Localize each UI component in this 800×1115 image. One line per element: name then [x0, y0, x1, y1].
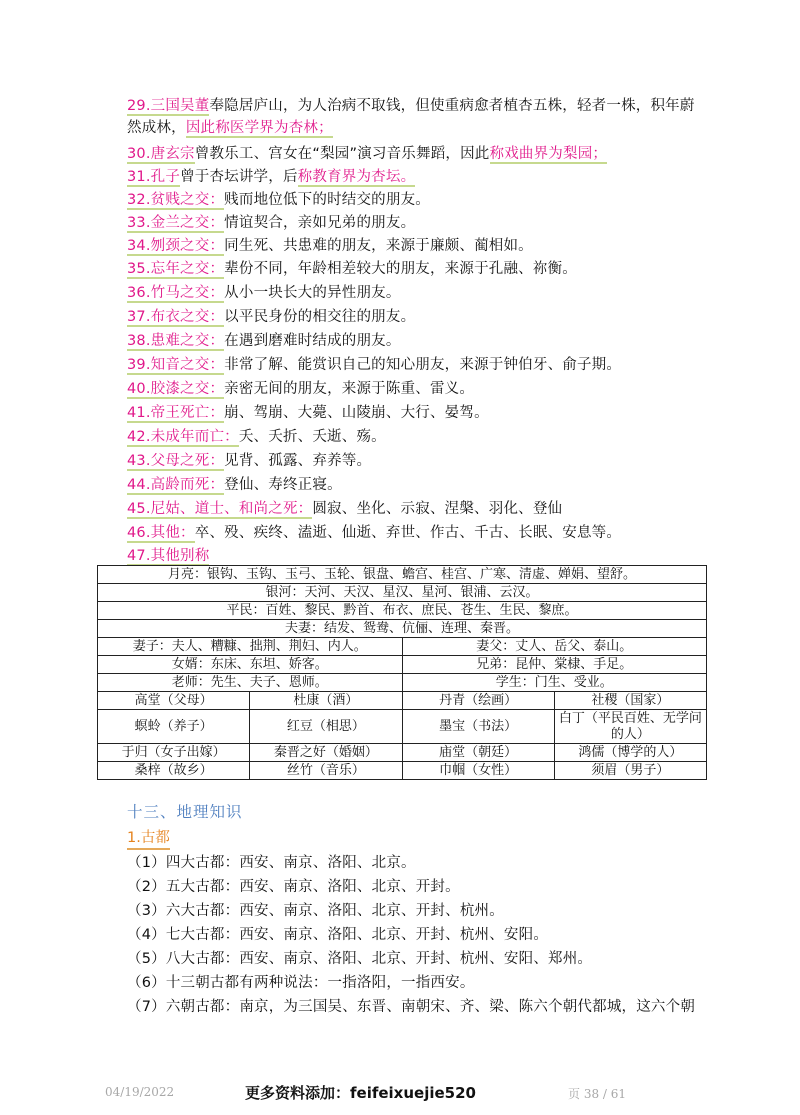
item-46-text: 卒、殁、疾终、溘逝、仙逝、弃世、作古、千古、长眠、安息等。: [194, 525, 622, 541]
item-31-conclusion: 称教育界为杏坛。: [297, 169, 416, 185]
table-row: [98, 584, 707, 602]
item-36-text: 从小一块长大的异性朋友。: [224, 285, 401, 301]
geo-line-2: （2）五大古都：西安、南京、洛阳、北京、开封。: [127, 879, 460, 895]
item-45-text: 圆寂、坐化、示寂、涅槃、羽化、登仙: [312, 501, 563, 517]
item-44-text: 登仙、寿终正寝。: [224, 477, 342, 493]
table-cell: 女婿：东床、东坦、娇客。: [98, 656, 403, 674]
item-40: [127, 378, 717, 400]
table-cell: 银河：天河、天汉、星汉、星河、银浦、云汉。: [98, 584, 707, 602]
table-cell: 高堂（父母）: [98, 692, 250, 710]
table-cell: 秦晋之好（婚姻）: [250, 744, 402, 762]
item-43: [127, 450, 717, 472]
item-39-term: 39.知音之交：: [127, 357, 225, 373]
table-cell: 学生：门生、受业。: [402, 674, 707, 692]
item-31-term: 31.孔子: [127, 169, 181, 185]
item-29-term: 29.三国吴董: [127, 98, 210, 114]
table-cell: 平民：百姓、黎民、黔首、布衣、庶民、苍生、生民、黎庶。: [98, 602, 707, 620]
item-29-conclusion: 因此称医学界为杏林；: [185, 120, 333, 136]
item-31-text: 曾于杏坛讲学，后: [180, 169, 298, 185]
table-cell: 丹青（绘画）: [402, 692, 554, 710]
footer-more-info: 更多资料添加：feifeixuejie520: [245, 1084, 476, 1102]
table-cell: 墨宝（书法）: [402, 710, 554, 744]
item-34-term: 34.刎颈之交：: [127, 238, 225, 254]
item-37: [127, 306, 717, 328]
table-cell: 妻子：夫人、糟糠、拙荆、荆妇、内人。: [98, 638, 403, 656]
item-33-term: 33.金兰之交：: [127, 215, 225, 231]
item-37-text: 以平民身份的相交往的朋友。: [224, 309, 416, 325]
item-30-conclusion: 称戏曲界为梨园；: [489, 146, 608, 162]
table-cell: 白丁（平民百姓、无学问的人）: [554, 710, 706, 744]
table-cell: 须眉（男子）: [554, 762, 706, 780]
table-cell: 庙堂（朝廷）: [402, 744, 554, 762]
table-cell: 兄弟：昆仲、棠棣、手足。: [402, 656, 707, 674]
item-30: [127, 143, 717, 165]
table-cell: 红豆（相思）: [250, 710, 402, 744]
table-cell: 桑梓（故乡）: [98, 762, 250, 780]
geo-line-7: （7）六朝古都：南京，为三国吴、东晋、南朝宋、齐、梁、陈六个朝代都城，这六个朝: [127, 999, 696, 1015]
table-cell: 老师：先生、夫子、恩师。: [98, 674, 403, 692]
item-30-text: 曾教乐工、宫女在“梨园”演习音乐舞蹈，因此: [194, 146, 490, 162]
table-cell: 社稷（国家）: [554, 692, 706, 710]
table-row: [98, 710, 707, 744]
item-30-term: 30.唐玄宗: [127, 146, 195, 162]
item-41: [127, 402, 717, 424]
table-cell: 妻父：丈人、岳父、泰山。: [402, 638, 707, 656]
item-34-text: 同生死、共患难的朋友，来源于廉颇、蔺相如。: [224, 238, 533, 254]
table-cell: 螟蛉（养子）: [98, 710, 250, 744]
item-29-text: 奉隐居庐山，为人治病不取钱，但使重病愈者植杏五株，轻者一株，积年蔚然成林，: [127, 98, 695, 136]
item-29: [127, 95, 707, 139]
table-row: [98, 638, 707, 656]
item-35-text: 辈份不同，年龄相差较大的朋友，来源于孔融、祢衡。: [224, 261, 577, 277]
item-44: [127, 474, 717, 496]
table-row: [98, 566, 707, 584]
item-37-term: 37.布衣之交：: [127, 309, 225, 325]
geo-line-3: （3）六大古都：西安、南京、洛阳、北京、开封、杭州。: [127, 903, 504, 919]
table-cell: 鸿儒（博学的人）: [554, 744, 706, 762]
item-40-term: 40.胶漆之交：: [127, 381, 225, 397]
item-36: [127, 282, 717, 304]
item-47-term: 47.其他别称: [127, 548, 210, 564]
geo-line-4: （4）七大古都：西安、南京、洛阳、北京、开封、杭州、安阳。: [127, 927, 549, 943]
item-44-term: 44.高龄而死：: [127, 477, 225, 493]
other-names-table: [97, 565, 707, 780]
table-row: [98, 602, 707, 620]
geo-line-5: （5）八大古都：西安、南京、洛阳、北京、开封、杭州、安阳、郑州。: [127, 951, 593, 967]
item-38: [127, 330, 717, 352]
item-42: [127, 426, 717, 448]
item-39: [127, 354, 717, 376]
item-42-text: 夭、夭折、夭逝、殇。: [238, 429, 386, 445]
table-cell: 杜康（酒）: [250, 692, 402, 710]
item-43-term: 43.父母之死：: [127, 453, 225, 469]
item-47: [127, 545, 717, 567]
table-row: [98, 656, 707, 674]
table-cell: 月亮：银钩、玉钩、玉弓、玉轮、银盘、蟾宫、桂宫、广寒、清虚、婵娟、望舒。: [98, 566, 707, 584]
table-cell: 丝竹（音乐）: [250, 762, 402, 780]
item-46: [127, 522, 717, 544]
table-cell: 夫妻：结发、鸳鸯、伉俪、连理、秦晋。: [98, 620, 707, 638]
item-32-term: 32.贫贱之交：: [127, 192, 225, 208]
item-43-text: 见背、孤露、弃养等。: [224, 453, 372, 469]
item-33: [127, 212, 717, 234]
table-cell: 于归（女子出嫁）: [98, 744, 250, 762]
table-row: [98, 692, 707, 710]
item-45: [127, 498, 717, 520]
geo-line-6: （6）十三朝古都有两种说法：一指洛阳，一指西安。: [127, 975, 475, 991]
item-41-text: 崩、驾崩、大薨、山陵崩、大行、晏驾。: [224, 405, 489, 421]
item-36-term: 36.竹马之交：: [127, 285, 225, 301]
item-34: [127, 235, 717, 257]
item-32: [127, 189, 717, 211]
item-35: [127, 258, 717, 280]
item-45-term: 45.尼姑、道士、和尚之死：: [127, 501, 313, 517]
item-46-term: 46.其他：: [127, 525, 195, 541]
table-row: [98, 762, 707, 780]
item-31: [127, 166, 717, 188]
section-title: 十三、地理知识: [127, 803, 243, 821]
table-row: [98, 674, 707, 692]
item-38-text: 在遇到磨难时结成的朋友。: [224, 333, 401, 349]
item-32-text: 贱而地位低下的时结交的朋友。: [224, 192, 430, 208]
footer-date: 04/19/2022: [105, 1085, 175, 1099]
table-row: [98, 620, 707, 638]
item-42-term: 42.未成年而亡：: [127, 429, 239, 445]
subsection-title: 1.古都: [127, 828, 170, 850]
table-row: [98, 744, 707, 762]
table-cell: 巾帼（女性）: [402, 762, 554, 780]
item-39-text: 非常了解、能赏识自己的知心朋友，来源于钟伯牙、俞子期。: [224, 357, 622, 373]
geo-line-1: （1）四大古都：西安、南京、洛阳、北京。: [127, 855, 416, 871]
item-38-term: 38.患难之交：: [127, 333, 225, 349]
item-40-text: 亲密无间的朋友，来源于陈重、雷义。: [224, 381, 475, 397]
item-41-term: 41.帝王死亡：: [127, 405, 225, 421]
item-33-text: 情谊契合，亲如兄弟的朋友。: [224, 215, 416, 231]
footer-page-number: 页 38 / 61: [568, 1087, 627, 1101]
item-35-term: 35.忘年之交：: [127, 261, 225, 277]
